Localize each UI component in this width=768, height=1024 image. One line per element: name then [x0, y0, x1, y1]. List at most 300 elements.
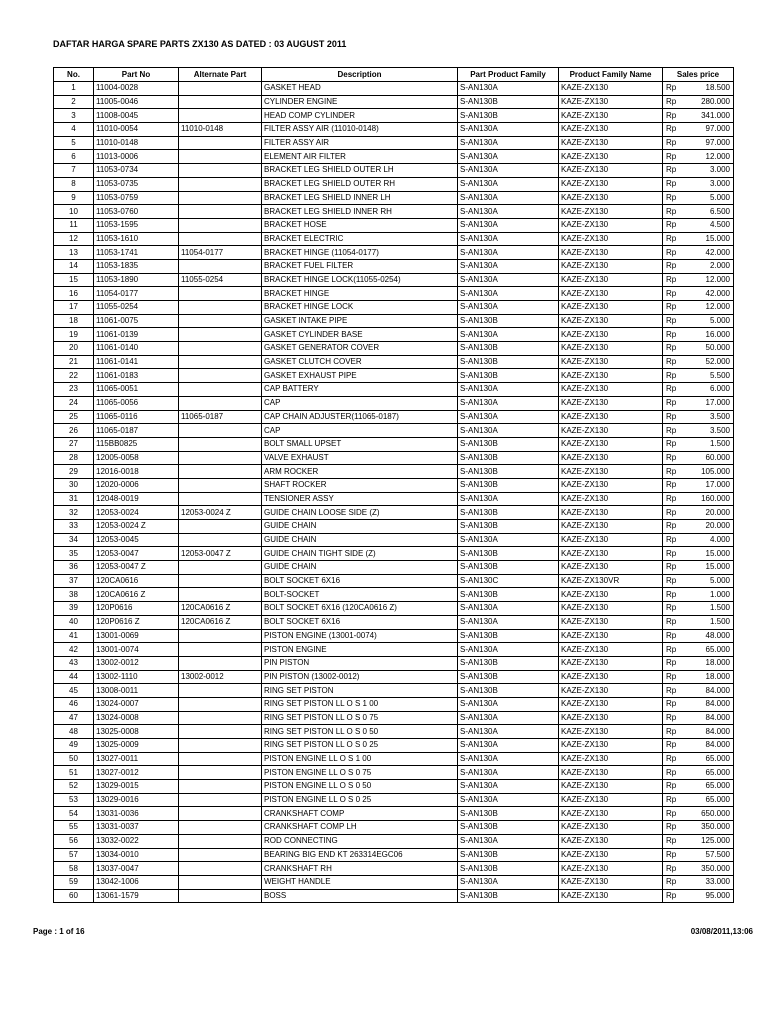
cell-sales-price: 15.000: [682, 547, 734, 561]
table-row: [54, 396, 734, 410]
cell-alternate-part: [179, 889, 262, 903]
cell-sales-price: 3.500: [682, 424, 734, 438]
cell-currency: Rp: [663, 369, 682, 383]
cell-no: 16: [54, 287, 94, 301]
cell-product-family-name: KAZE-ZX130: [559, 451, 663, 465]
cell-part-no: 11065-0187: [94, 424, 179, 438]
cell-part-no: 12053-0047: [94, 547, 179, 561]
cell-currency: Rp: [663, 383, 682, 397]
cell-part-no: 13027-0012: [94, 766, 179, 780]
cell-product-family-name: KAZE-ZX130: [559, 437, 663, 451]
cell-part-no: 13034-0010: [94, 848, 179, 862]
cell-product-family-name: KAZE-ZX130: [559, 780, 663, 794]
cell-currency: Rp: [663, 259, 682, 273]
cell-sales-price: 20.000: [682, 506, 734, 520]
page-indicator: Page : 1 of 16: [33, 927, 85, 936]
cell-currency: Rp: [663, 574, 682, 588]
cell-currency: Rp: [663, 410, 682, 424]
cell-currency: Rp: [663, 218, 682, 232]
table-row: [54, 739, 734, 753]
cell-part-product-family: S-AN130A: [458, 123, 559, 137]
table-row: [54, 834, 734, 848]
cell-part-no: 11005-0046: [94, 95, 179, 109]
cell-sales-price: 42.000: [682, 246, 734, 260]
cell-description: BOLT SOCKET 6X16: [262, 574, 458, 588]
cell-part-no: 12005-0058: [94, 451, 179, 465]
cell-no: 49: [54, 739, 94, 753]
cell-part-product-family: S-AN130A: [458, 287, 559, 301]
cell-no: 35: [54, 547, 94, 561]
cell-description: GASKET CYLINDER BASE: [262, 328, 458, 342]
document-title: DAFTAR HARGA SPARE PARTS ZX130 AS DATED : 03 AUGUST 2011: [53, 39, 347, 49]
table-row: [54, 328, 734, 342]
cell-part-product-family: S-AN130A: [458, 711, 559, 725]
cell-no: 47: [54, 711, 94, 725]
cell-description: BRACKET HINGE LOCK(11055-0254): [262, 273, 458, 287]
cell-product-family-name: KAZE-ZX130: [559, 670, 663, 684]
cell-no: 20: [54, 342, 94, 356]
cell-currency: Rp: [663, 273, 682, 287]
cell-sales-price: 125.000: [682, 834, 734, 848]
header-part-no: Part No: [94, 68, 179, 82]
cell-part-no: 12048-0019: [94, 492, 179, 506]
cell-part-no: 11053-1741: [94, 246, 179, 260]
cell-part-no: 11053-1610: [94, 232, 179, 246]
cell-part-product-family: S-AN130A: [458, 615, 559, 629]
cell-sales-price: 18.500: [682, 82, 734, 96]
cell-no: 1: [54, 82, 94, 96]
cell-sales-price: 42.000: [682, 287, 734, 301]
cell-part-product-family: S-AN130B: [458, 478, 559, 492]
price-table: [53, 67, 734, 903]
cell-description: GASKET HEAD: [262, 82, 458, 96]
cell-currency: Rp: [663, 643, 682, 657]
cell-part-product-family: S-AN130B: [458, 656, 559, 670]
header-no: No.: [54, 68, 94, 82]
table-row: [54, 218, 734, 232]
cell-description: GASKET INTAKE PIPE: [262, 314, 458, 328]
cell-part-product-family: S-AN130B: [458, 821, 559, 835]
cell-currency: Rp: [663, 848, 682, 862]
cell-product-family-name: KAZE-ZX130: [559, 424, 663, 438]
cell-alternate-part: [179, 478, 262, 492]
cell-part-product-family: S-AN130B: [458, 684, 559, 698]
header-part-product-family: Part Product Family: [458, 68, 559, 82]
cell-alternate-part: 11065-0187: [179, 410, 262, 424]
table-row: [54, 615, 734, 629]
cell-no: 52: [54, 780, 94, 794]
cell-currency: Rp: [663, 396, 682, 410]
cell-sales-price: 33.000: [682, 875, 734, 889]
table-row: [54, 889, 734, 903]
cell-part-product-family: S-AN130A: [458, 834, 559, 848]
table-row: [54, 123, 734, 137]
cell-currency: Rp: [663, 670, 682, 684]
cell-currency: Rp: [663, 136, 682, 150]
cell-currency: Rp: [663, 150, 682, 164]
cell-description: TENSIONER ASSY: [262, 492, 458, 506]
table-row: [54, 711, 734, 725]
cell-part-product-family: S-AN130B: [458, 588, 559, 602]
table-row: [54, 875, 734, 889]
cell-no: 26: [54, 424, 94, 438]
cell-sales-price: 16.000: [682, 328, 734, 342]
cell-description: CRANKSHAFT COMP LH: [262, 821, 458, 835]
cell-sales-price: 3.000: [682, 177, 734, 191]
cell-currency: Rp: [663, 862, 682, 876]
cell-description: CAP CHAIN ADJUSTER(11065-0187): [262, 410, 458, 424]
cell-part-product-family: S-AN130B: [458, 848, 559, 862]
cell-sales-price: 5.000: [682, 314, 734, 328]
cell-currency: Rp: [663, 602, 682, 616]
cell-no: 48: [54, 725, 94, 739]
table-row: [54, 670, 734, 684]
table-body: [54, 82, 734, 903]
cell-description: PISTON ENGINE LL O S 0 50: [262, 780, 458, 794]
cell-no: 45: [54, 684, 94, 698]
cell-part-product-family: S-AN130A: [458, 780, 559, 794]
cell-product-family-name: KAZE-ZX130: [559, 766, 663, 780]
cell-part-product-family: S-AN130B: [458, 342, 559, 356]
cell-alternate-part: 120CA0616 Z: [179, 602, 262, 616]
cell-description: GASKET CLUTCH COVER: [262, 355, 458, 369]
cell-product-family-name: KAZE-ZX130: [559, 164, 663, 178]
cell-currency: Rp: [663, 697, 682, 711]
cell-no: 14: [54, 259, 94, 273]
cell-part-product-family: S-AN130B: [458, 670, 559, 684]
cell-product-family-name: KAZE-ZX130: [559, 150, 663, 164]
cell-product-family-name: KAZE-ZX130: [559, 369, 663, 383]
cell-no: 36: [54, 561, 94, 575]
cell-description: FILTER ASSY AIR: [262, 136, 458, 150]
cell-description: GUIDE CHAIN LOOSE SIDE (Z): [262, 506, 458, 520]
cell-description: HEAD COMP CYLINDER: [262, 109, 458, 123]
cell-sales-price: 341.000: [682, 109, 734, 123]
cell-alternate-part: [179, 191, 262, 205]
cell-part-no: 13061-1579: [94, 889, 179, 903]
table-row: [54, 643, 734, 657]
cell-part-no: 13042-1006: [94, 875, 179, 889]
cell-alternate-part: [179, 342, 262, 356]
table-row: [54, 533, 734, 547]
table-row: [54, 602, 734, 616]
cell-description: BRACKET LEG SHIELD OUTER RH: [262, 177, 458, 191]
cell-no: 25: [54, 410, 94, 424]
cell-product-family-name: KAZE-ZX130: [559, 807, 663, 821]
cell-part-no: 12020-0006: [94, 478, 179, 492]
cell-part-product-family: S-AN130A: [458, 383, 559, 397]
cell-product-family-name: KAZE-ZX130: [559, 383, 663, 397]
cell-no: 15: [54, 273, 94, 287]
cell-product-family-name: KAZE-ZX130: [559, 821, 663, 835]
cell-product-family-name: KAZE-ZX130: [559, 328, 663, 342]
cell-currency: Rp: [663, 684, 682, 698]
cell-product-family-name: KAZE-ZX130: [559, 410, 663, 424]
cell-currency: Rp: [663, 561, 682, 575]
cell-no: 7: [54, 164, 94, 178]
cell-description: GUIDE CHAIN: [262, 561, 458, 575]
cell-description: BRACKET LEG SHIELD INNER LH: [262, 191, 458, 205]
cell-currency: Rp: [663, 739, 682, 753]
cell-part-no: 11004-0028: [94, 82, 179, 96]
cell-part-no: 13002-0012: [94, 656, 179, 670]
cell-part-product-family: S-AN130B: [458, 547, 559, 561]
cell-description: PISTON ENGINE LL O S 0 25: [262, 793, 458, 807]
cell-no: 27: [54, 437, 94, 451]
cell-sales-price: 65.000: [682, 793, 734, 807]
cell-part-product-family: S-AN130A: [458, 739, 559, 753]
cell-description: RING SET PISTON LL O S 0 25: [262, 739, 458, 753]
cell-description: PISTON ENGINE LL O S 1 00: [262, 752, 458, 766]
table-row: [54, 177, 734, 191]
cell-no: 2: [54, 95, 94, 109]
cell-part-no: 13001-0069: [94, 629, 179, 643]
cell-currency: Rp: [663, 95, 682, 109]
cell-part-no: 11053-1890: [94, 273, 179, 287]
cell-description: RING SET PISTON LL O S 1 00: [262, 697, 458, 711]
cell-no: 59: [54, 875, 94, 889]
cell-sales-price: 65.000: [682, 780, 734, 794]
cell-part-product-family: S-AN130B: [458, 109, 559, 123]
table-row: [54, 725, 734, 739]
cell-part-no: 115BB0825: [94, 437, 179, 451]
cell-description: BOSS: [262, 889, 458, 903]
cell-product-family-name: KAZE-ZX130: [559, 123, 663, 137]
cell-currency: Rp: [663, 629, 682, 643]
table-row: [54, 588, 734, 602]
cell-part-no: 12053-0045: [94, 533, 179, 547]
cell-part-no: 13024-0007: [94, 697, 179, 711]
cell-sales-price: 12.000: [682, 273, 734, 287]
cell-description: PISTON ENGINE LL O S 0 75: [262, 766, 458, 780]
table-row: [54, 656, 734, 670]
cell-alternate-part: 12053-0047 Z: [179, 547, 262, 561]
cell-product-family-name: KAZE-ZX130: [559, 588, 663, 602]
cell-alternate-part: [179, 561, 262, 575]
cell-part-no: 120CA0616 Z: [94, 588, 179, 602]
table-row: [54, 355, 734, 369]
cell-currency: Rp: [663, 875, 682, 889]
cell-no: 50: [54, 752, 94, 766]
cell-no: 11: [54, 218, 94, 232]
cell-alternate-part: [179, 711, 262, 725]
cell-part-product-family: S-AN130C: [458, 574, 559, 588]
cell-no: 41: [54, 629, 94, 643]
cell-alternate-part: [179, 643, 262, 657]
cell-product-family-name: KAZE-ZX130: [559, 259, 663, 273]
cell-currency: Rp: [663, 205, 682, 219]
table-row: [54, 246, 734, 260]
cell-currency: Rp: [663, 478, 682, 492]
cell-part-product-family: S-AN130A: [458, 232, 559, 246]
cell-description: CYLINDER ENGINE: [262, 95, 458, 109]
cell-sales-price: 50.000: [682, 342, 734, 356]
cell-part-no: 11061-0139: [94, 328, 179, 342]
cell-part-product-family: S-AN130A: [458, 725, 559, 739]
table-row: [54, 164, 734, 178]
cell-product-family-name: KAZE-ZX130: [559, 177, 663, 191]
cell-sales-price: 5.000: [682, 574, 734, 588]
table-row: [54, 424, 734, 438]
cell-description: BRACKET LEG SHIELD INNER RH: [262, 205, 458, 219]
cell-part-product-family: S-AN130A: [458, 752, 559, 766]
cell-product-family-name: KAZE-ZX130: [559, 232, 663, 246]
cell-part-no: 11010-0148: [94, 136, 179, 150]
cell-currency: Rp: [663, 342, 682, 356]
cell-alternate-part: [179, 739, 262, 753]
cell-product-family-name: KAZE-ZX130: [559, 862, 663, 876]
cell-part-no: 13025-0009: [94, 739, 179, 753]
cell-alternate-part: 11010-0148: [179, 123, 262, 137]
cell-part-product-family: S-AN130B: [458, 889, 559, 903]
cell-part-no: 12053-0024 Z: [94, 520, 179, 534]
cell-sales-price: 97.000: [682, 123, 734, 137]
cell-sales-price: 1.000: [682, 588, 734, 602]
cell-part-product-family: S-AN130B: [458, 862, 559, 876]
cell-part-no: 11053-0734: [94, 164, 179, 178]
cell-sales-price: 84.000: [682, 684, 734, 698]
cell-no: 42: [54, 643, 94, 657]
cell-no: 60: [54, 889, 94, 903]
cell-part-product-family: S-AN130B: [458, 451, 559, 465]
cell-description: BRACKET HINGE: [262, 287, 458, 301]
cell-sales-price: 4.500: [682, 218, 734, 232]
cell-currency: Rp: [663, 506, 682, 520]
cell-currency: Rp: [663, 492, 682, 506]
cell-sales-price: 350.000: [682, 862, 734, 876]
cell-currency: Rp: [663, 164, 682, 178]
cell-description: PISTON ENGINE (13001-0074): [262, 629, 458, 643]
cell-no: 51: [54, 766, 94, 780]
cell-alternate-part: [179, 95, 262, 109]
cell-part-no: 11061-0140: [94, 342, 179, 356]
cell-no: 13: [54, 246, 94, 260]
cell-part-product-family: S-AN130B: [458, 561, 559, 575]
cell-sales-price: 84.000: [682, 739, 734, 753]
cell-product-family-name: KAZE-ZX130: [559, 109, 663, 123]
table-row: [54, 492, 734, 506]
cell-no: 55: [54, 821, 94, 835]
cell-description: BRACKET HOSE: [262, 218, 458, 232]
cell-sales-price: 5.000: [682, 191, 734, 205]
cell-part-product-family: S-AN130B: [458, 95, 559, 109]
cell-description: GASKET GENERATOR COVER: [262, 342, 458, 356]
cell-alternate-part: [179, 862, 262, 876]
cell-alternate-part: 12053-0024 Z: [179, 506, 262, 520]
cell-product-family-name: KAZE-ZX130: [559, 205, 663, 219]
cell-alternate-part: [179, 697, 262, 711]
cell-no: 28: [54, 451, 94, 465]
cell-sales-price: 160.000: [682, 492, 734, 506]
cell-description: BOLT SMALL UPSET: [262, 437, 458, 451]
cell-alternate-part: [179, 150, 262, 164]
cell-sales-price: 3.500: [682, 410, 734, 424]
cell-no: 29: [54, 465, 94, 479]
table-row: [54, 451, 734, 465]
table-row: [54, 410, 734, 424]
cell-currency: Rp: [663, 328, 682, 342]
cell-no: 34: [54, 533, 94, 547]
table-row: [54, 259, 734, 273]
cell-alternate-part: [179, 355, 262, 369]
cell-sales-price: 48.000: [682, 629, 734, 643]
cell-description: ROD CONNECTING: [262, 834, 458, 848]
cell-alternate-part: [179, 218, 262, 232]
cell-sales-price: 4.000: [682, 533, 734, 547]
cell-product-family-name: KAZE-ZX130VR: [559, 574, 663, 588]
table-row: [54, 478, 734, 492]
cell-alternate-part: 11054-0177: [179, 246, 262, 260]
table-row: [54, 342, 734, 356]
cell-description: PIN PISTON (13002-0012): [262, 670, 458, 684]
cell-product-family-name: KAZE-ZX130: [559, 520, 663, 534]
cell-product-family-name: KAZE-ZX130: [559, 478, 663, 492]
cell-sales-price: 12.000: [682, 150, 734, 164]
cell-product-family-name: KAZE-ZX130: [559, 314, 663, 328]
cell-currency: Rp: [663, 793, 682, 807]
cell-part-no: 11010-0054: [94, 123, 179, 137]
cell-part-product-family: S-AN130B: [458, 520, 559, 534]
table-row: [54, 574, 734, 588]
cell-sales-price: 3.000: [682, 164, 734, 178]
cell-no: 10: [54, 205, 94, 219]
cell-currency: Rp: [663, 232, 682, 246]
cell-currency: Rp: [663, 821, 682, 835]
cell-part-no: 13008-0011: [94, 684, 179, 698]
cell-description: BRACKET ELECTRIC: [262, 232, 458, 246]
cell-description: GUIDE CHAIN: [262, 533, 458, 547]
cell-part-product-family: S-AN130A: [458, 697, 559, 711]
cell-sales-price: 18.000: [682, 670, 734, 684]
cell-alternate-part: [179, 136, 262, 150]
cell-alternate-part: [179, 314, 262, 328]
cell-currency: Rp: [663, 465, 682, 479]
cell-sales-price: 5.500: [682, 369, 734, 383]
table-row: [54, 465, 734, 479]
cell-product-family-name: KAZE-ZX130: [559, 848, 663, 862]
cell-description: PISTON ENGINE: [262, 643, 458, 657]
cell-sales-price: 97.000: [682, 136, 734, 150]
cell-alternate-part: [179, 875, 262, 889]
cell-product-family-name: KAZE-ZX130: [559, 396, 663, 410]
cell-part-no: 11053-1835: [94, 259, 179, 273]
cell-sales-price: 1.500: [682, 615, 734, 629]
cell-no: 57: [54, 848, 94, 862]
cell-part-no: 11065-0051: [94, 383, 179, 397]
cell-alternate-part: [179, 205, 262, 219]
cell-sales-price: 57.500: [682, 848, 734, 862]
cell-sales-price: 84.000: [682, 725, 734, 739]
cell-alternate-part: [179, 109, 262, 123]
cell-no: 58: [54, 862, 94, 876]
header-alternate-part: Alternate Part: [179, 68, 262, 82]
cell-part-product-family: S-AN130A: [458, 766, 559, 780]
cell-currency: Rp: [663, 780, 682, 794]
cell-part-no: 13029-0015: [94, 780, 179, 794]
cell-currency: Rp: [663, 725, 682, 739]
cell-sales-price: 105.000: [682, 465, 734, 479]
cell-alternate-part: [179, 451, 262, 465]
cell-no: 39: [54, 602, 94, 616]
cell-currency: Rp: [663, 301, 682, 315]
cell-alternate-part: [179, 752, 262, 766]
cell-description: CRANKSHAFT RH: [262, 862, 458, 876]
cell-part-product-family: S-AN130A: [458, 273, 559, 287]
cell-sales-price: 15.000: [682, 561, 734, 575]
cell-no: 5: [54, 136, 94, 150]
cell-description: BOLT SOCKET 6X16 (120CA0616 Z): [262, 602, 458, 616]
cell-sales-price: 65.000: [682, 752, 734, 766]
